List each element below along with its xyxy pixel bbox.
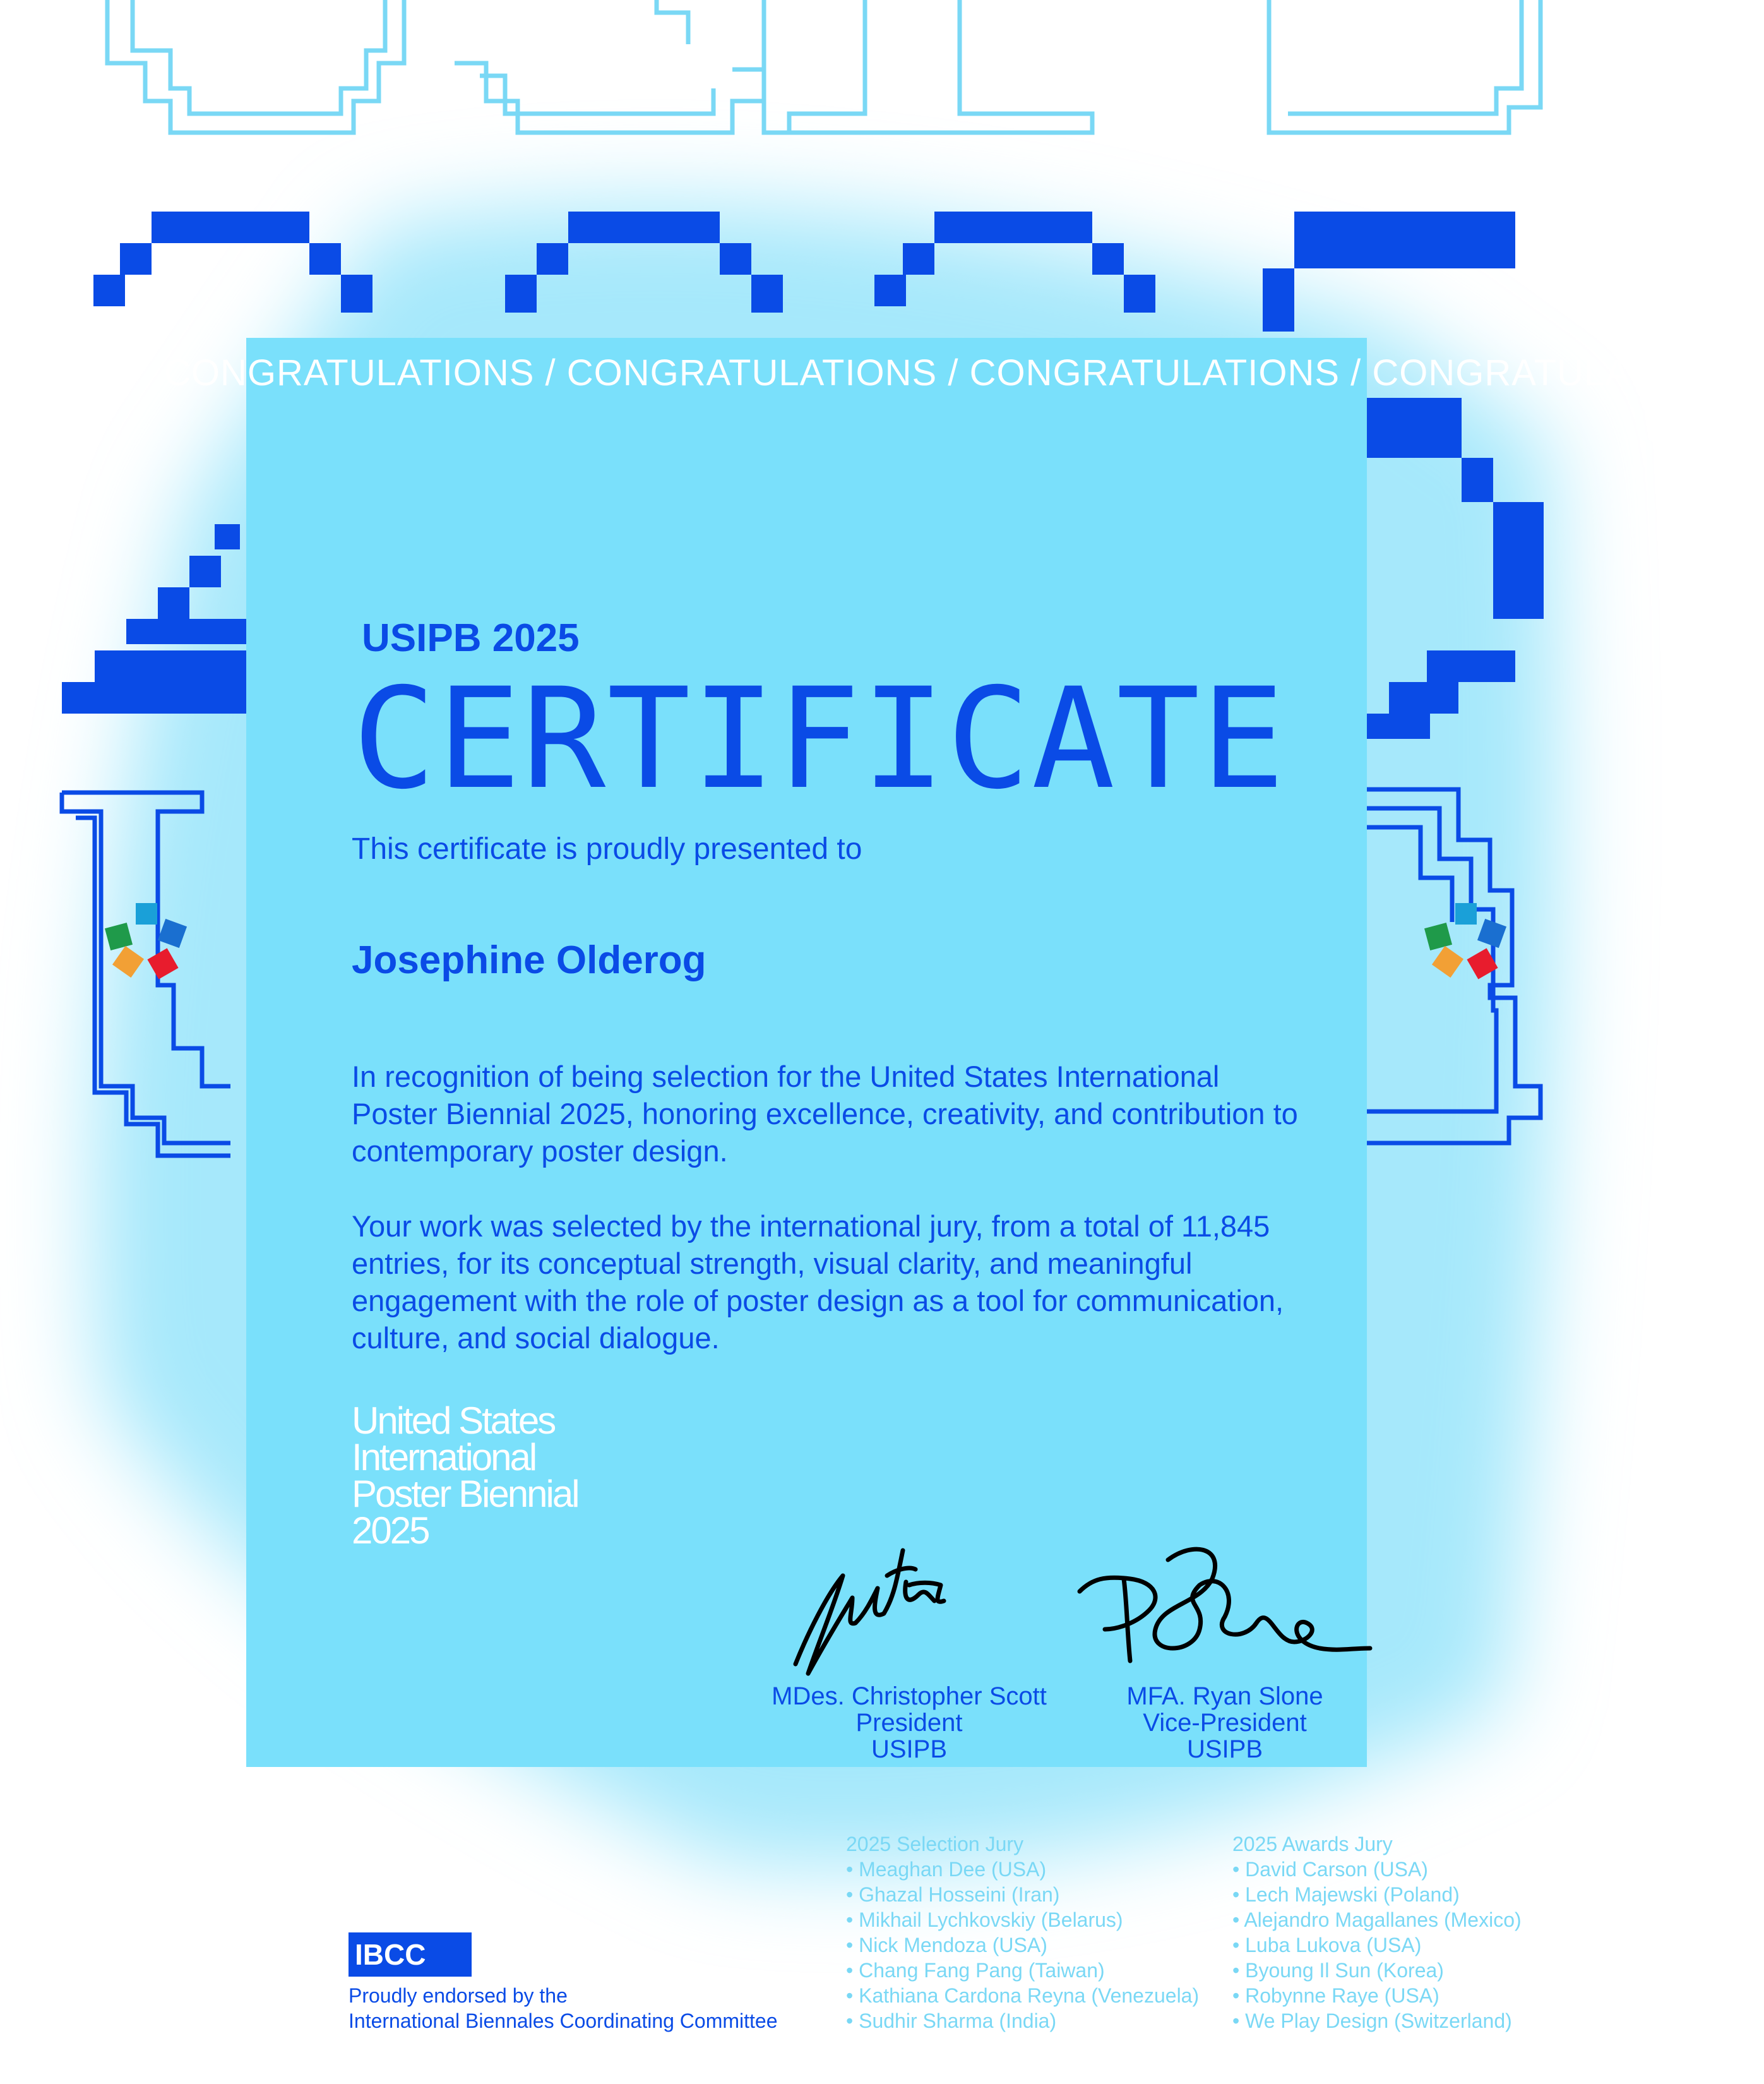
jury-member: • We Play Design (Switzerland) [1232, 2009, 1512, 2032]
jury-member: • Nick Mendoza (USA) [846, 1934, 1047, 1956]
outline-letters-top [107, 0, 1541, 133]
signatory-role: Vice-President [1143, 1709, 1307, 1737]
jury-member: • Alejandro Magallanes (Mexico) [1232, 1908, 1522, 1931]
signatory-vice-president [1061, 1683, 1389, 1763]
jury-member: • Chang Fang Pang (Taiwan) [846, 1959, 1105, 1982]
signatory-org: USIPB [871, 1735, 948, 1763]
jury-member: • Luba Lukova (USA) [1232, 1934, 1422, 1956]
signatory-name: MFA. Ryan Slone [1126, 1682, 1323, 1710]
jury-member: • Kathiana Cardona Reyna (Venezuela) [846, 1984, 1200, 2007]
signature-president [783, 1538, 991, 1683]
certificate-title: CERTIFICATE [352, 658, 1286, 820]
awards-jury-list [1232, 1831, 1522, 2033]
jury-member: • Robynne Raye (USA) [1232, 1984, 1439, 2007]
certificate-card [164, 338, 1764, 1767]
jury-member: • Mikhail Lychkovskiy (Belarus) [846, 1908, 1123, 1931]
signatory-org: USIPB [1186, 1735, 1263, 1763]
jury-title: 2025 Selection Jury [846, 1833, 1024, 1855]
jury-member: • Lech Majewski (Poland) [1232, 1883, 1460, 1906]
jury-member: • Meaghan Dee (USA) [846, 1858, 1047, 1881]
jury-member: • Sudhir Sharma (India) [846, 2009, 1057, 2032]
signature-vice-president [1067, 1535, 1370, 1680]
selection-paragraph: Your work was selected by the international jury, from a total of 11,845 entries, for its conceptual strength, visual clarity, and meaningful engagement with the role of poster design as a tool for communication, culture, and social dialogue. [352, 1209, 1284, 1355]
endorsement-text [349, 1983, 778, 2033]
selection-jury-list [846, 1831, 1199, 2033]
congratulations-banner [164, 352, 1764, 394]
org-line: United States [352, 1399, 555, 1442]
jury-title: 2025 Awards Jury [1232, 1833, 1393, 1855]
ibcc-logo: IBCC [349, 1932, 472, 1977]
signatory-name: MDes. Christopher Scott [772, 1682, 1047, 1710]
banner-text: CONGRATULATIONS / CONGRATULATIONS / CONGRATULATIONS / CONGRATULATIONS / [164, 352, 1764, 393]
org-line: Poster Biennial [352, 1473, 578, 1515]
presented-to-text: This certificate is proudly presented to [352, 832, 862, 866]
jury-member: • Byoung Il Sun (Korea) [1232, 1959, 1444, 1982]
jury-member: • David Carson (USA) [1232, 1858, 1428, 1881]
org-line: 2025 [352, 1509, 429, 1552]
event-label: USIPB 2025 [362, 616, 580, 660]
organization-name [352, 1399, 578, 1552]
signatory-president [745, 1683, 1073, 1763]
jury-member: • Ghazal Hosseini (Iran) [846, 1883, 1060, 1906]
signatory-role: President [855, 1709, 963, 1737]
org-line: International [352, 1436, 536, 1478]
recipient-name: Josephine Olderog [352, 938, 706, 982]
recognition-paragraph: In recognition of being selection for the United States International Poster Biennial 2025, honoring excellence, creativity, and contribution to contemporary poster design. [352, 1060, 1298, 1168]
endorsement-line: International Biennales Coordinating Committee [349, 2009, 778, 2032]
endorsement-line: Proudly endorsed by the [349, 1984, 568, 2007]
